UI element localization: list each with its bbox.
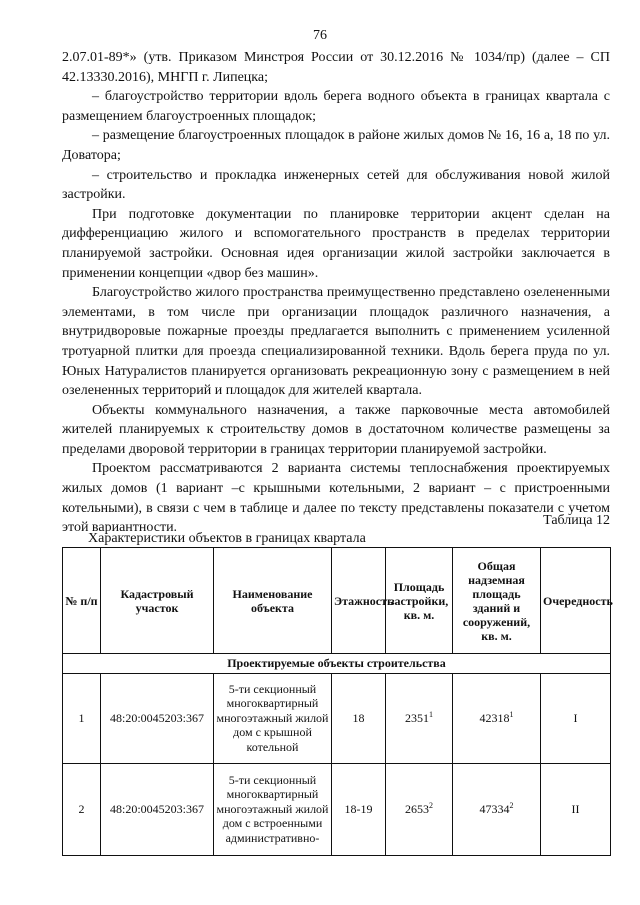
footnote-marker: 2 — [429, 800, 433, 810]
footnote-marker: 1 — [429, 709, 433, 719]
header-total-area: Общая надземная площадь зданий и сооружений, кв. м. — [453, 548, 541, 654]
paragraph: 2.07.01-89*» (утв. Приказом Минстроя России от 30.12.2016 № 1034/пр) (далее – СП 42.13330.2016), МНГП г. Липецка; — [62, 50, 610, 85]
cell-name: 5-ти секционный многоквартирный многоэтажный жилой дом с крышной котельной — [214, 673, 332, 763]
cell-area — [386, 673, 453, 763]
section-title: Проектируемые объекты строительства — [63, 654, 611, 674]
header-area: Площадь застройки, кв. м. — [386, 548, 453, 654]
table-number: Таблица 12 — [543, 513, 610, 528]
table-section-row — [63, 654, 611, 674]
cell-total-area — [453, 673, 541, 763]
cell-floors: 18 — [332, 673, 386, 763]
cell-total-area — [453, 763, 541, 855]
cell-floors: 18-19 — [332, 763, 386, 855]
paragraph: Проектом рассматриваются 2 варианта системы теплоснабжения проектируемых жилых домов (1 вариант –с крышными котельными, 2 вариант – с пристроенными котельными), в связи с чем в таблице и далее по тексту представлены показатели с учетом этой вариантности. — [62, 461, 610, 536]
cell-queue: I — [541, 673, 611, 763]
total-area-value: 47334 — [479, 801, 510, 816]
header-name: Наименование объекта — [214, 548, 332, 654]
cell-num: 2 — [63, 763, 101, 855]
list-item: – строительство и прокладка инженерных сетей для обслуживания новой жилой застройки. — [62, 167, 610, 203]
paragraph: При подготовке документации по планировке территории акцент сделан на дифференциацию жилого и вспомогательного пространств в пределах территории планируемой застройки. Основная идея организации жилой застройки заключается в применении концепции «двор без машин». — [62, 206, 610, 281]
header-queue: Очередность — [541, 548, 611, 654]
table-caption: Характеристики объектов в границах квартала — [88, 531, 366, 546]
objects-table — [62, 547, 611, 856]
table-row — [63, 763, 611, 855]
table-header-row — [63, 548, 611, 654]
paragraph: Благоустройство жилого пространства преимущественно представлено озелененными элементами, в том числе при организации площадок различного назначения, а внутридворовые пожарные проезды предлагается выполнить с применением усиленной тротуарной плитки для проезда специализированной техники. Вдоль берега пруда по ул. Юных Натуралистов планируется организовать рекреационную зону с размещением в ней озелененных территорий и площадок для жителей квартала. — [62, 285, 610, 399]
table-row — [63, 673, 611, 763]
footnote-marker: 2 — [509, 800, 514, 810]
cell-name: 5-ти секционный многоквартирный многоэтажный жилой дом с встроенными административно- — [214, 763, 332, 855]
paragraph: Объекты коммунального назначения, а также парковочные места автомобилей жителей планируемых к строительству домов в достаточном количестве размещены за пределами дворовой территории в границах территории планируемой застройки. — [62, 402, 610, 457]
cell-cadastral: 48:20:0045203:367 — [101, 673, 214, 763]
cell-area — [386, 763, 453, 855]
area-value: 2351 — [405, 710, 429, 725]
page-number: 76 — [313, 28, 327, 43]
cell-num: 1 — [63, 673, 101, 763]
body-text — [62, 48, 610, 538]
area-value: 2653 — [405, 801, 429, 816]
list-item: – размещение благоустроенных площадок в районе жилых домов № 16, 16 а, 18 по ул. Доватора; — [62, 128, 610, 163]
total-area-value: 42318 — [479, 710, 510, 725]
list-item: – благоустройство территории вдоль берега водного объекта в границах квартала с размещением благоустроенных площадок; — [62, 89, 610, 124]
footnote-marker: 1 — [509, 709, 514, 719]
header-num: № п/п — [63, 548, 101, 654]
header-floors: Этажность — [332, 548, 386, 654]
header-cadastral: Кадастровый участок — [101, 548, 214, 654]
cell-queue: II — [541, 763, 611, 855]
cell-cadastral: 48:20:0045203:367 — [101, 763, 214, 855]
